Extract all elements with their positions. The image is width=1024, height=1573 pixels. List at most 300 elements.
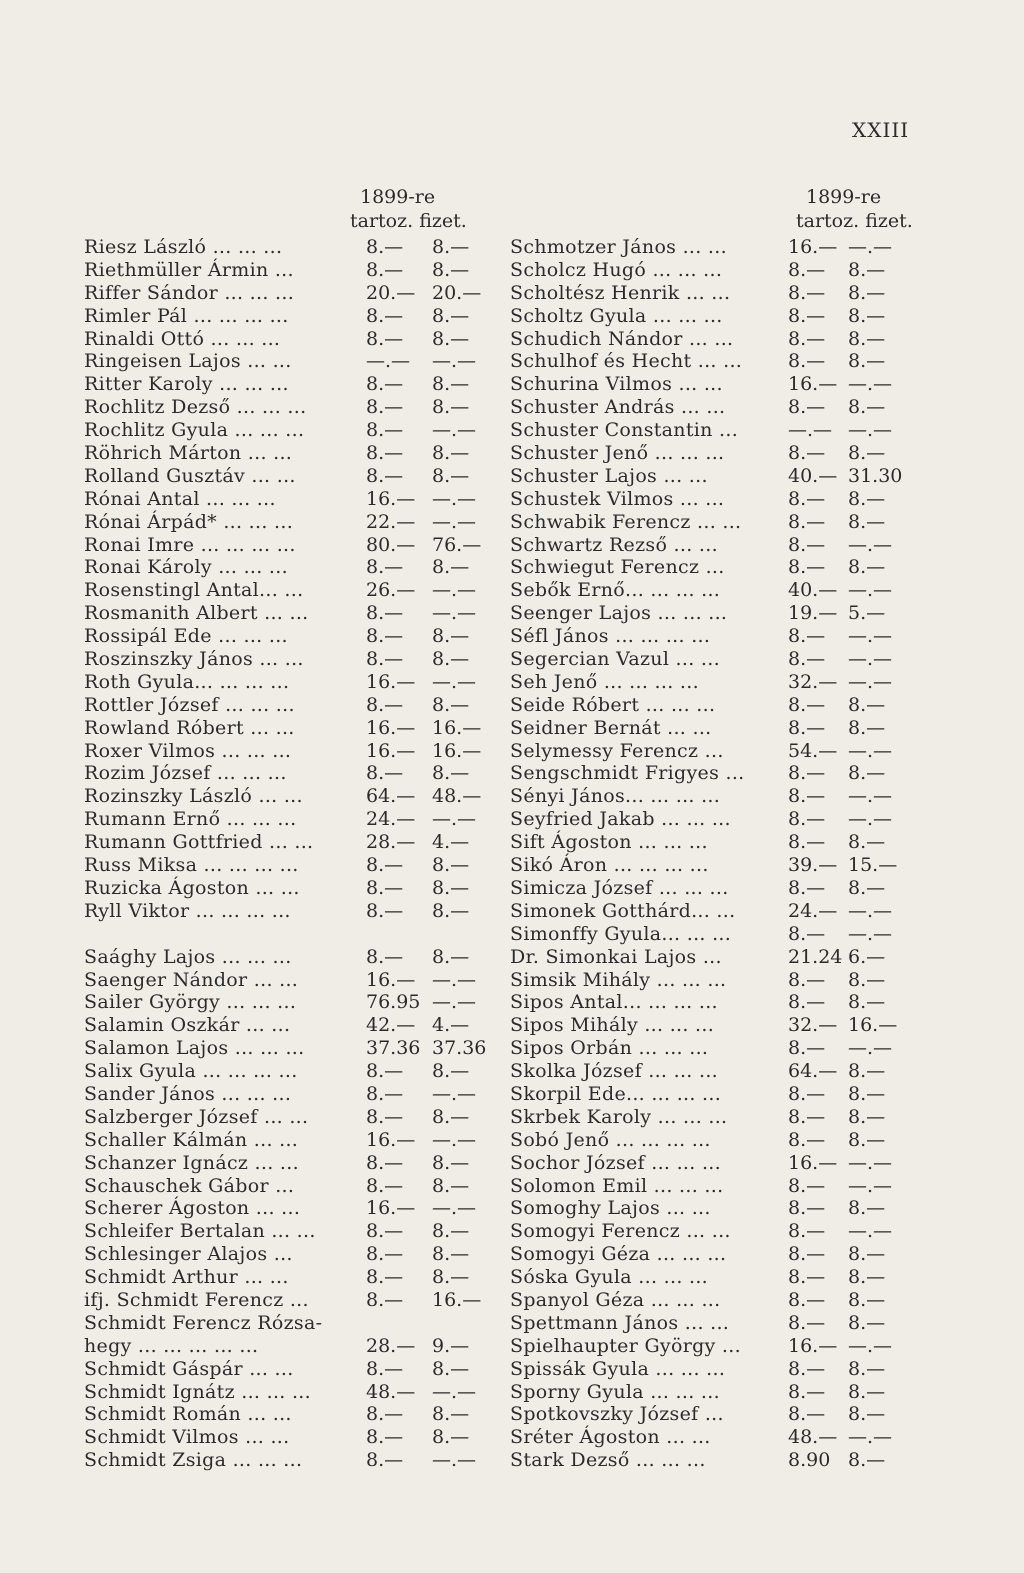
member-name: Ronai Imre ... ... ... ... xyxy=(84,533,296,556)
amount-paid: 8.— xyxy=(848,396,886,419)
table-row xyxy=(84,1106,494,1129)
amount-due: 19.— xyxy=(788,602,838,625)
amount-paid: 8.— xyxy=(848,876,886,899)
amount-paid: 8.— xyxy=(848,716,886,739)
member-name: Sengschmidt Frigyes ... xyxy=(510,762,745,785)
amount-paid: 8.— xyxy=(432,1403,470,1426)
amount-due: 8.— xyxy=(788,533,826,556)
left-header-year: 1899-re xyxy=(360,186,436,208)
table-row xyxy=(510,1289,930,1312)
member-name: Solomon Emil ... ... ... xyxy=(510,1174,724,1197)
amount-due: —.— xyxy=(788,419,833,442)
member-name: Séfl János ... ... ... ... xyxy=(510,625,711,648)
amount-due: 8.— xyxy=(788,1220,826,1243)
member-name: Seenger Lajos ... ... ... xyxy=(510,602,728,625)
amount-due: 8.— xyxy=(366,1357,404,1380)
table-row xyxy=(510,1358,930,1381)
member-name: Segercian Vazul ... ... xyxy=(510,648,720,671)
member-name: Salix Gyula ... ... ... ... xyxy=(84,1060,298,1083)
amount-paid: 8.— xyxy=(432,327,470,350)
amount-due: 8.— xyxy=(788,625,826,648)
amount-due: 76.95 xyxy=(366,991,421,1014)
member-name: Schmidt Gáspár ... ... xyxy=(84,1357,294,1380)
amount-paid: 8.— xyxy=(848,1266,886,1289)
amount-due: 8.— xyxy=(788,716,826,739)
member-name: Rolland Gusztáv ... ... xyxy=(84,464,296,487)
amount-paid: 8.— xyxy=(848,487,886,510)
member-name: Simonek Gotthárd... ... xyxy=(510,899,736,922)
table-row xyxy=(510,1381,930,1404)
amount-due: 80.— xyxy=(366,533,416,556)
amount-due: 8.— xyxy=(788,1037,826,1060)
member-name: Schulhof és Hecht ... ... xyxy=(510,350,743,373)
amount-paid: 5.— xyxy=(848,602,886,625)
member-name: Schudich Nándor ... ... xyxy=(510,327,734,350)
amount-paid: 8.— xyxy=(848,1449,886,1472)
member-name: Sochor József ... ... ... xyxy=(510,1151,721,1174)
amount-paid: —.— xyxy=(432,808,477,831)
amount-paid: —.— xyxy=(432,602,477,625)
amount-paid: —.— xyxy=(432,350,477,373)
table-row xyxy=(84,831,494,854)
member-name: Rozinszky László ... ... xyxy=(84,785,303,808)
member-name: Ronai Károly ... ... ... xyxy=(84,556,288,579)
amount-paid: 8.— xyxy=(432,899,470,922)
amount-paid: 8.— xyxy=(432,464,470,487)
table-row xyxy=(510,236,930,259)
amount-paid: 8.— xyxy=(432,625,470,648)
table-row xyxy=(84,808,494,831)
member-name: Rochlitz Dezső ... ... ... xyxy=(84,396,307,419)
member-name: Sporny Gyula ... ... ... xyxy=(510,1380,720,1403)
page-number: XXIII xyxy=(852,118,910,142)
table-row xyxy=(510,488,930,511)
amount-paid: 8.— xyxy=(848,1082,886,1105)
amount-paid: —.— xyxy=(848,670,893,693)
member-name: Schmidt Ignátz ... ... ... xyxy=(84,1380,311,1403)
left-column xyxy=(84,186,494,1472)
member-name: Schmidt Zsiga ... ... ... xyxy=(84,1449,303,1472)
table-row xyxy=(84,1381,494,1404)
amount-due: 8.— xyxy=(788,1266,826,1289)
amount-due: 8.— xyxy=(366,876,404,899)
amount-paid: 16.— xyxy=(432,739,482,762)
amount-paid: 8.— xyxy=(432,1220,470,1243)
member-name: Seide Róbert ... ... ... xyxy=(510,693,716,716)
amount-due: 8.— xyxy=(366,304,404,327)
amount-paid: 8.— xyxy=(848,258,886,281)
table-row xyxy=(84,602,494,625)
table-row xyxy=(510,328,930,351)
table-row xyxy=(510,373,930,396)
amount-due: 8.— xyxy=(788,831,826,854)
amount-paid: 6.— xyxy=(848,945,886,968)
amount-paid: —.— xyxy=(432,1197,477,1220)
member-name: Spettmann János ... ... xyxy=(510,1311,730,1334)
table-row xyxy=(84,328,494,351)
amount-due: 8.— xyxy=(788,1128,826,1151)
amount-due: 8.— xyxy=(366,1403,404,1426)
amount-paid: 8.— xyxy=(432,854,470,877)
member-name: Ryll Viktor ... ... ... ... xyxy=(84,899,291,922)
amount-paid: 16.— xyxy=(848,1014,898,1037)
table-row xyxy=(84,625,494,648)
amount-paid: 8.— xyxy=(432,373,470,396)
amount-paid: —.— xyxy=(432,419,477,442)
table-row xyxy=(84,785,494,808)
amount-paid: 8.— xyxy=(848,831,886,854)
amount-due: 8.— xyxy=(788,968,826,991)
member-name: Sipos Antal... ... ... ... xyxy=(510,991,718,1014)
amount-paid: 4.— xyxy=(432,1014,470,1037)
amount-paid: 48.— xyxy=(432,785,482,808)
amount-due: 8.— xyxy=(366,1060,404,1083)
member-name: Sóska Gyula ... ... ... xyxy=(510,1266,709,1289)
amount-paid: 8.— xyxy=(432,1105,470,1128)
left-header-subtitle: tartoz. fizet. xyxy=(350,210,467,232)
table-row xyxy=(510,1312,930,1335)
member-name: Schauschek Gábor ... xyxy=(84,1174,295,1197)
amount-due: 8.— xyxy=(366,464,404,487)
amount-due: 8.— xyxy=(788,1403,826,1426)
table-row xyxy=(510,579,930,602)
table-row xyxy=(510,969,930,992)
amount-due: 8.— xyxy=(788,1197,826,1220)
table-row xyxy=(84,282,494,305)
amount-due: —.— xyxy=(366,350,411,373)
table-row xyxy=(510,1335,930,1358)
member-name: Saenger Nándor ... ... xyxy=(84,968,299,991)
member-name: Dr. Simonkai Lajos ... xyxy=(510,945,722,968)
table-row xyxy=(510,854,930,877)
amount-due: 8.— xyxy=(788,991,826,1014)
amount-due: 8.— xyxy=(366,258,404,281)
amount-paid: 8.— xyxy=(432,1151,470,1174)
amount-due: 8.— xyxy=(788,281,826,304)
amount-paid: —.— xyxy=(432,670,477,693)
amount-paid: 8.— xyxy=(432,396,470,419)
right-rows xyxy=(510,236,930,1472)
amount-due: 16.— xyxy=(366,716,416,739)
table-row xyxy=(510,1266,930,1289)
amount-paid: 8.— xyxy=(848,350,886,373)
amount-due: 64.— xyxy=(366,785,416,808)
table-row xyxy=(510,762,930,785)
table-row xyxy=(510,694,930,717)
member-name: Spanyol Géza ... ... ... xyxy=(510,1288,721,1311)
amount-due: 8.— xyxy=(788,808,826,831)
member-name: Skorpil Ede... ... ... ... xyxy=(510,1082,722,1105)
table-row xyxy=(84,991,494,1014)
amount-paid: 8.— xyxy=(848,1197,886,1220)
member-name: Scholcz Hugó ... ... ... xyxy=(510,258,723,281)
member-name: Seidner Bernát ... ... xyxy=(510,716,712,739)
table-row xyxy=(510,465,930,488)
member-name: Salzberger József ... ... xyxy=(84,1105,309,1128)
table-row xyxy=(510,785,930,808)
member-name: Simicza József ... ... ... xyxy=(510,876,729,899)
table-row xyxy=(510,831,930,854)
amount-paid: —.— xyxy=(848,922,893,945)
member-name: Rimler Pál ... ... ... ... xyxy=(84,304,289,327)
amount-due: 8.— xyxy=(366,236,404,258)
member-name: Rumann Gottfried ... ... xyxy=(84,831,314,854)
amount-due: 22.— xyxy=(366,510,416,533)
amount-due: 8.— xyxy=(366,396,404,419)
amount-paid: —.— xyxy=(848,648,893,671)
amount-paid: 16.— xyxy=(432,716,482,739)
left-column-header xyxy=(84,186,494,236)
amount-paid: 16.— xyxy=(432,1288,482,1311)
table-row xyxy=(84,1197,494,1220)
member-name: Schuster Jenő ... ... ... xyxy=(510,442,725,465)
member-name: Rosenstingl Antal... ... xyxy=(84,579,304,602)
amount-paid: —.— xyxy=(432,1449,477,1472)
amount-due: 8.— xyxy=(788,1357,826,1380)
amount-paid: 37.36 xyxy=(432,1037,487,1060)
amount-due: 28.— xyxy=(366,831,416,854)
table-row xyxy=(84,579,494,602)
member-name: Spielhaupter György ... xyxy=(510,1334,741,1357)
table-row xyxy=(510,923,930,946)
amount-due: 8.— xyxy=(366,373,404,396)
amount-paid: 8.— xyxy=(848,1403,886,1426)
table-row xyxy=(84,1335,494,1358)
table-row xyxy=(84,671,494,694)
member-name: Somogyi Géza ... ... ... xyxy=(510,1243,727,1266)
table-row xyxy=(84,488,494,511)
amount-due: 8.— xyxy=(366,327,404,350)
amount-paid: 8.— xyxy=(432,258,470,281)
table-row xyxy=(84,1037,494,1060)
member-name: Riethmüller Ármin ... xyxy=(84,258,294,281)
amount-due: 8.— xyxy=(366,1151,404,1174)
member-name: Sift Ágoston ... ... ... xyxy=(510,831,708,854)
amount-paid: —.— xyxy=(848,739,893,762)
amount-due: 8.— xyxy=(788,876,826,899)
member-name: Selymessy Ferencz ... xyxy=(510,739,724,762)
right-header-subtitle: tartoz. fizet. xyxy=(796,210,913,232)
member-name: Rowland Róbert ... ... xyxy=(84,716,295,739)
table-row xyxy=(84,1220,494,1243)
member-name: Roszinszky János ... ... xyxy=(84,648,304,671)
table-row xyxy=(84,373,494,396)
amount-due: 39.— xyxy=(788,854,838,877)
table-row xyxy=(510,625,930,648)
member-name: Röhrich Márton ... ... xyxy=(84,442,293,465)
member-name: Rozim József ... ... ... xyxy=(84,762,287,785)
amount-due: 40.— xyxy=(788,579,838,602)
amount-paid: 8.— xyxy=(848,968,886,991)
member-name: Somogyi Ferencz ... ... xyxy=(510,1220,731,1243)
amount-due: 48.— xyxy=(788,1426,838,1449)
amount-paid: 8.— xyxy=(432,304,470,327)
amount-due: 8.— xyxy=(788,304,826,327)
amount-paid: —.— xyxy=(848,373,893,396)
table-row xyxy=(510,305,930,328)
amount-due: 8.— xyxy=(366,1266,404,1289)
table-row xyxy=(84,1060,494,1083)
amount-due: 24.— xyxy=(788,899,838,922)
amount-paid: 8.— xyxy=(432,876,470,899)
member-name: Skrbek Karoly ... ... ... xyxy=(510,1105,728,1128)
member-name: Schmidt Román ... ... xyxy=(84,1403,292,1426)
amount-paid: —.— xyxy=(848,533,893,556)
amount-due: 16.— xyxy=(788,373,838,396)
member-name: Schleifer Bertalan ... ... xyxy=(84,1220,316,1243)
amount-due: 8.— xyxy=(366,442,404,465)
amount-paid: —.— xyxy=(848,899,893,922)
table-row xyxy=(510,419,930,442)
amount-paid: —.— xyxy=(848,1426,893,1449)
right-column-header xyxy=(510,186,930,236)
amount-due: 16.— xyxy=(788,1334,838,1357)
amount-due: 54.— xyxy=(788,739,838,762)
table-row xyxy=(84,854,494,877)
member-name: Ruzicka Ágoston ... ... xyxy=(84,876,300,899)
amount-paid: 8.— xyxy=(432,648,470,671)
table-row xyxy=(510,900,930,923)
amount-due: 16.— xyxy=(366,487,416,510)
member-name: Schwiegut Ferencz ... xyxy=(510,556,725,579)
amount-due: 28.— xyxy=(366,1334,416,1357)
table-row xyxy=(510,442,930,465)
amount-due: 8.— xyxy=(788,258,826,281)
table-row xyxy=(510,991,930,1014)
member-name: Schmidt Ferencz Rózsa- xyxy=(84,1311,323,1334)
amount-paid: 8.— xyxy=(848,693,886,716)
amount-due: 8.— xyxy=(366,602,404,625)
table-row xyxy=(84,1403,494,1426)
amount-due: 48.— xyxy=(366,1380,416,1403)
member-name: Russ Miksa ... ... ... ... xyxy=(84,854,299,877)
amount-due: 40.— xyxy=(788,464,838,487)
amount-due: 8.— xyxy=(788,327,826,350)
table-row xyxy=(510,1449,930,1472)
amount-paid: 8.— xyxy=(432,1060,470,1083)
table-row xyxy=(510,1197,930,1220)
amount-paid: 8.— xyxy=(432,1357,470,1380)
amount-due: 8.— xyxy=(366,945,404,968)
member-name: Saághy Lajos ... ... ... xyxy=(84,945,292,968)
amount-due: 8.— xyxy=(366,1449,404,1472)
table-row xyxy=(510,877,930,900)
amount-paid: —.— xyxy=(432,579,477,602)
member-name: Schuster András ... ... xyxy=(510,396,726,419)
table-row xyxy=(84,305,494,328)
member-name: Sényi János... ... ... ... xyxy=(510,785,721,808)
table-row xyxy=(510,1220,930,1243)
member-name: Rinaldi Ottó ... ... ... xyxy=(84,327,281,350)
member-name: hegy ... ... ... ... ... xyxy=(84,1334,259,1357)
table-row xyxy=(510,556,930,579)
member-name: Sobó Jenő ... ... ... ... xyxy=(510,1128,711,1151)
member-name: Rossipál Ede ... ... ... xyxy=(84,625,288,648)
table-row xyxy=(510,350,930,373)
member-name: Ringeisen Lajos ... ... xyxy=(84,350,292,373)
member-name: Schmotzer János ... ... xyxy=(510,236,727,258)
table-row xyxy=(510,1106,930,1129)
amount-due: 8.— xyxy=(788,762,826,785)
member-name: Salamin Oszkár ... ... xyxy=(84,1014,291,1037)
member-name: Simonffy Gyula... ... ... xyxy=(510,922,732,945)
amount-due: 16.— xyxy=(788,1151,838,1174)
member-name: Simsik Mihály ... ... ... xyxy=(510,968,727,991)
amount-paid: —.— xyxy=(848,236,893,258)
table-row xyxy=(510,602,930,625)
amount-paid: 31.30 xyxy=(848,464,903,487)
table-row xyxy=(510,259,930,282)
amount-paid: —.— xyxy=(432,1082,477,1105)
amount-due: 8.— xyxy=(788,648,826,671)
member-name: Sander János ... ... ... xyxy=(84,1082,292,1105)
member-name: Schuster Lajos ... ... xyxy=(510,464,708,487)
table-row xyxy=(84,465,494,488)
amount-paid: 8.— xyxy=(432,556,470,579)
amount-paid: 8.— xyxy=(848,1380,886,1403)
amount-paid: 8.— xyxy=(848,304,886,327)
table-row xyxy=(84,350,494,373)
amount-due: 8.— xyxy=(788,396,826,419)
amount-due: 64.— xyxy=(788,1060,838,1083)
amount-due: 16.— xyxy=(366,1197,416,1220)
amount-due: 21.24 xyxy=(788,945,843,968)
member-name: Stark Dezső ... ... ... xyxy=(510,1449,706,1472)
amount-paid: 8.— xyxy=(432,693,470,716)
amount-due: 8.— xyxy=(366,556,404,579)
amount-due: 8.— xyxy=(788,350,826,373)
member-name: Roth Gyula... ... ... ... xyxy=(84,670,290,693)
table-row xyxy=(84,1289,494,1312)
table-row xyxy=(84,969,494,992)
amount-due: 24.— xyxy=(366,808,416,831)
member-name: Scholtész Henrik ... ... xyxy=(510,281,731,304)
member-name: Schmidt Arthur ... ... xyxy=(84,1266,289,1289)
member-name: Riesz László ... ... ... xyxy=(84,236,283,258)
table-row xyxy=(84,1312,494,1335)
amount-paid: —.— xyxy=(432,968,477,991)
amount-paid: 20.— xyxy=(432,281,482,304)
member-name: Somoghy Lajos ... ... xyxy=(510,1197,711,1220)
member-name: Rochlitz Gyula ... ... ... xyxy=(84,419,305,442)
amount-paid: —.— xyxy=(848,419,893,442)
amount-paid: —.— xyxy=(848,785,893,808)
amount-due: 8.— xyxy=(788,1243,826,1266)
amount-due: 8.— xyxy=(788,442,826,465)
amount-paid: 8.— xyxy=(848,991,886,1014)
amount-due: 16.— xyxy=(788,236,838,258)
table-row xyxy=(84,534,494,557)
amount-paid: 8.— xyxy=(848,1311,886,1334)
amount-paid: 8.— xyxy=(848,1357,886,1380)
amount-due: 8.— xyxy=(788,785,826,808)
member-name: Ritter Karoly ... ... ... xyxy=(84,373,289,396)
amount-paid: —.— xyxy=(432,1128,477,1151)
table-row xyxy=(84,511,494,534)
member-name: Schmidt Vilmos ... ... xyxy=(84,1426,290,1449)
amount-paid: —.— xyxy=(848,1334,893,1357)
member-name: Spotkovszky József ... xyxy=(510,1403,724,1426)
amount-due: 8.— xyxy=(366,1082,404,1105)
table-row xyxy=(510,1129,930,1152)
amount-paid: —.— xyxy=(432,487,477,510)
table-row xyxy=(84,1449,494,1472)
amount-due: 8.— xyxy=(788,1288,826,1311)
amount-paid: —.— xyxy=(848,1151,893,1174)
left-rows xyxy=(84,236,494,1472)
member-name: Spissák Gyula ... ... ... xyxy=(510,1357,726,1380)
member-name: Sipos Orbán ... ... ... xyxy=(510,1037,709,1060)
